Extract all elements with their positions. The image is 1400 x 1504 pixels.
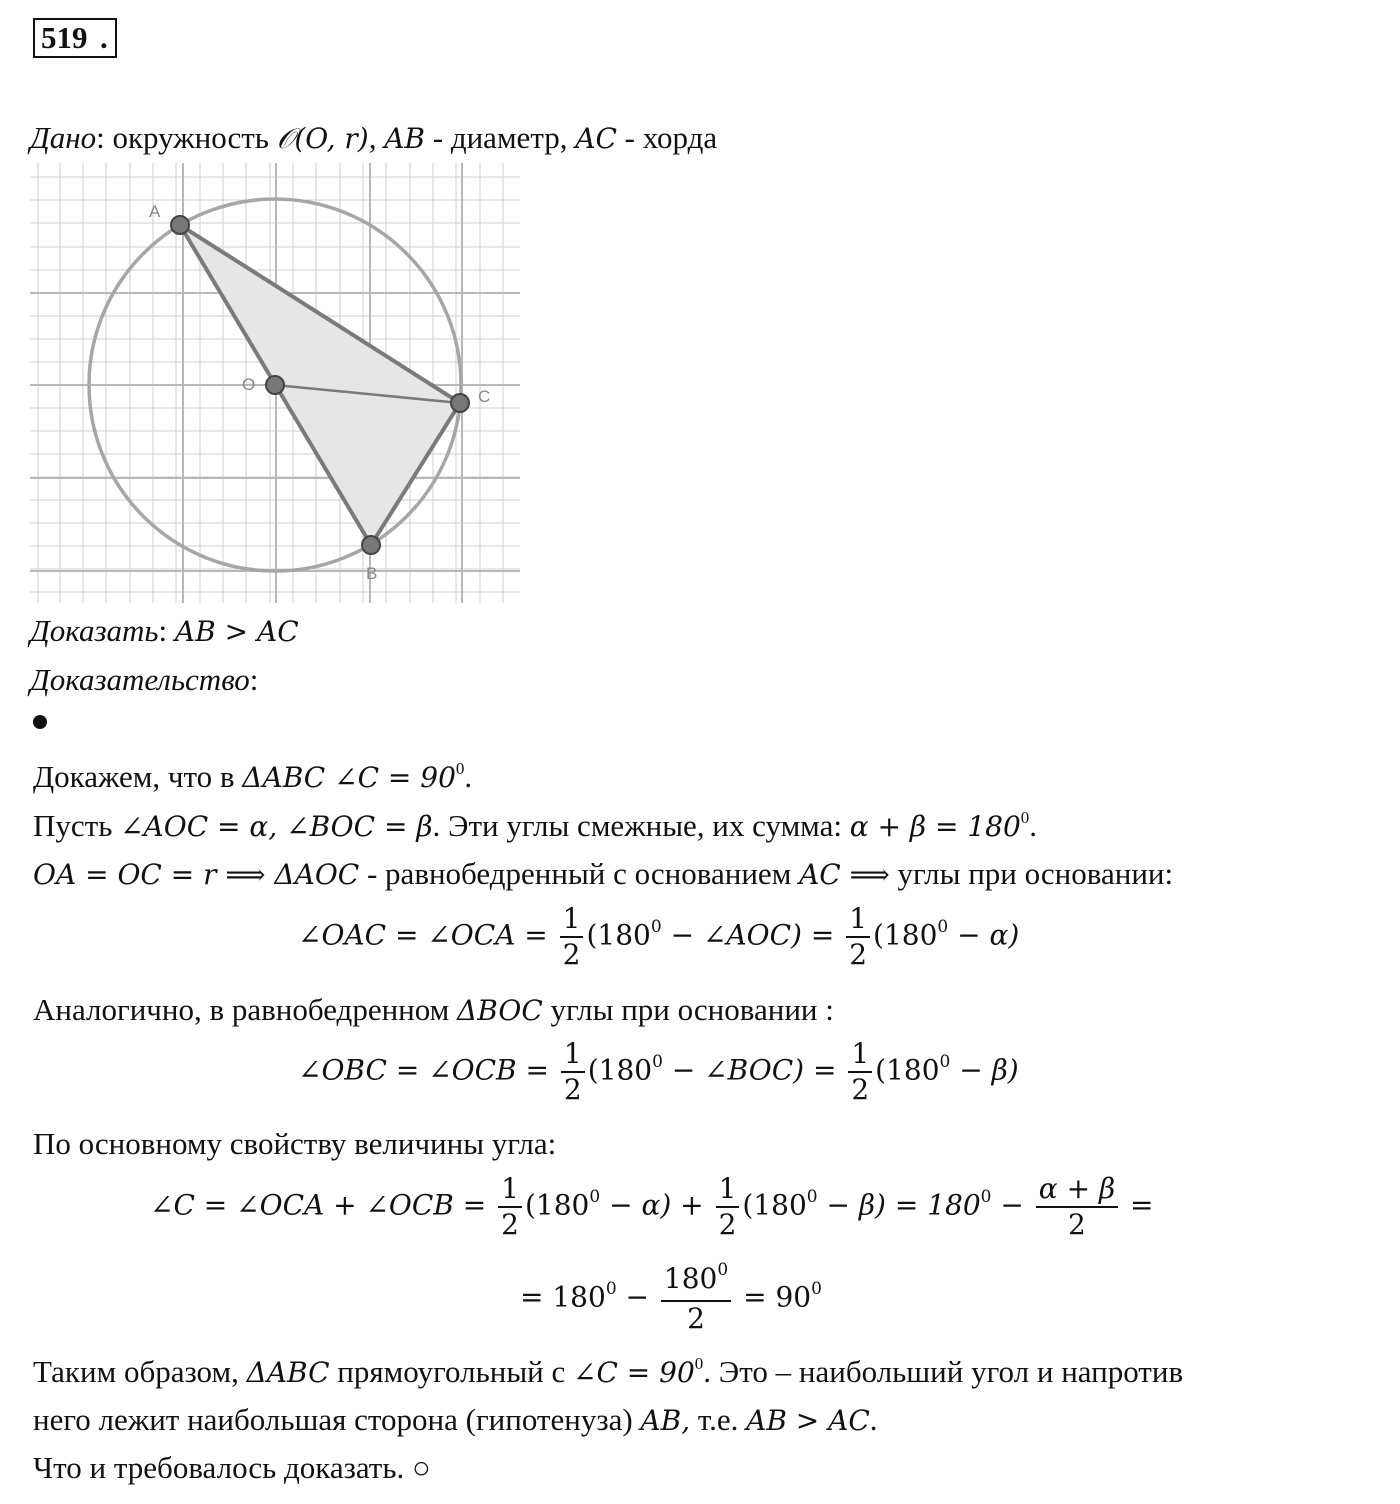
proof-line-6: Таким образом, ΔABC прямоугольный с ∠C = $90^0$. Это – наибольший угол и напротив (33, 1354, 1184, 1389)
fraction-half: $\frac{1}{2}$ (561, 1037, 585, 1107)
prove-line: Доказать: AB > AC (30, 613, 299, 648)
prove-statement: AB > AC (174, 615, 299, 648)
label-b: B (366, 564, 378, 583)
label-a: A (149, 202, 161, 221)
problem-number-dot: . (100, 20, 108, 55)
bullet (33, 715, 47, 729)
point-b (362, 536, 380, 554)
fraction-180-over-2: $\frac{180^0}{2}$ (661, 1262, 731, 1336)
fraction-half: $\frac{1}{2}$ (716, 1172, 740, 1242)
problem-number: 519 (33, 18, 117, 58)
fraction-half: $\frac{1}{2}$ (498, 1172, 522, 1242)
formula-1: ∠OAC = ∠OCA = $\frac{1}{2}$ ($180^0$ − ∠AOC) = $\frac{1}{2}$ $(180^0 - \alpha)$ (298, 902, 1020, 971)
proof-line-5: По основному свойству величины угла: (33, 1126, 557, 1161)
proof-heading: Доказательство: (30, 662, 259, 697)
fraction-half: $\frac{1}{2}$ (846, 902, 870, 972)
proof-line-1: Докажем, что в ΔABC ∠C = $90^0$. (33, 759, 473, 794)
geometry-figure (30, 163, 530, 608)
proof-line-4: Аналогично, в равнобедренном ΔBOC углы при основании : (33, 992, 834, 1027)
label-c: C (478, 387, 491, 406)
proof-line-2: Пусть ∠AOC = α, ∠BOC = β. Эти углы смежные, их сумма: $\alpha + \beta = 180^0$. (33, 808, 1038, 843)
prove-label: Доказать (30, 613, 159, 648)
formula-2: ∠OBC = ∠OCB = $\frac{1}{2}$ ($180^0$ − ∠BOC) = $\frac{1}{2}$ $(180^0 - \beta)$ (298, 1037, 1019, 1106)
formula-3: ∠C = ∠OCA + ∠OCB = $\frac{1}{2}$ $(180^0 - \alpha)$ + $\frac{1}{2}$ $(180^0 - \beta) = 180^0$ − $\frac{\alpha + \beta}{2}$ = (150, 1172, 1154, 1241)
given-line: Дано: окружность 𝒪(O, r), AB - диаметр, AC - хорда (30, 120, 718, 155)
proof-line-3: OA = OC = r ⟹ ΔAOC - равнобедренный с основанием AC ⟹ углы при основании: (33, 856, 1174, 891)
point-a (171, 216, 189, 234)
point-o (266, 376, 284, 394)
given-label: Дано (30, 120, 97, 155)
proof-conclusion: Что и требовалось доказать. ○ (33, 1450, 431, 1485)
fraction-half: $\frac{1}{2}$ (560, 902, 584, 972)
fraction-half: $\frac{1}{2}$ (848, 1037, 872, 1107)
point-c (451, 394, 469, 412)
circle-notation: 𝒪(O, r) (276, 122, 369, 155)
proof-line-7: него лежит наибольшая сторона (гипотенуза) AB, т.е. AB > AC. (33, 1402, 878, 1437)
proof-label: Доказательство (30, 662, 250, 697)
formula-4: = $180^0$ − $\frac{180^0}{2}$ = $90^0$ (520, 1260, 822, 1335)
label-o: O (242, 375, 256, 394)
fraction-alpha-beta: $\frac{\alpha + \beta}{2}$ (1036, 1172, 1118, 1242)
